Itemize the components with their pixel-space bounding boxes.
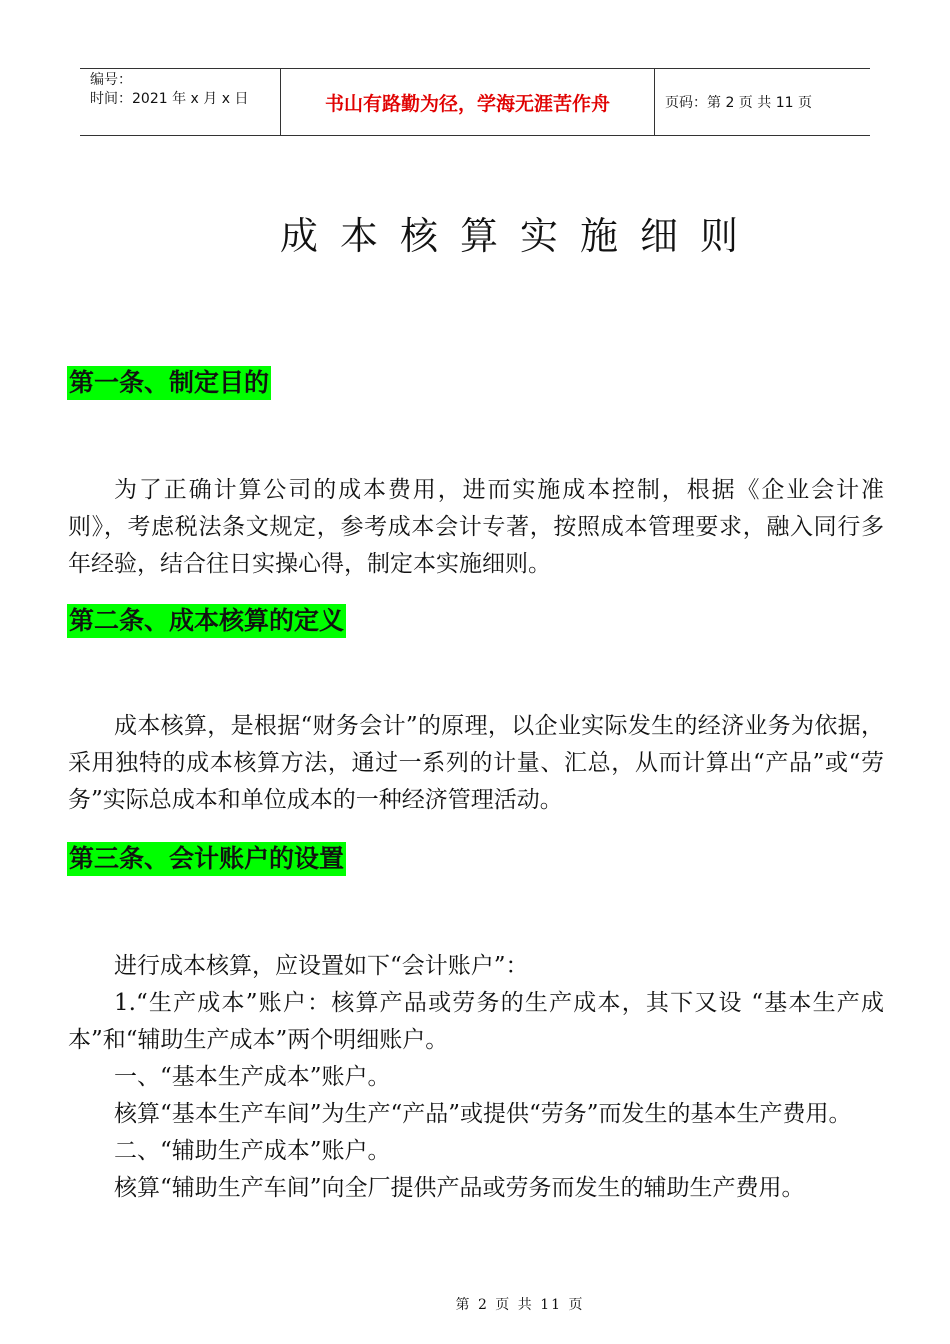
page-footer: 第 2 页 共 11 页: [455, 1297, 585, 1313]
paragraph: 成本核算，是根据“财务会计”的原理，以企业实际发生的经济业务为依据，采用独特的成本核算方法，通过一系列的计量、汇总，从而计算出“产品”或“劳务”实际总成本和单位成本的一种经济管理活动。: [68, 713, 884, 813]
paragraph: 一、“基本生产成本”账户。: [114, 1064, 391, 1090]
paragraph: 核算“辅助生产车间”向全厂提供产品或劳务而发生的辅助生产费用。: [114, 1175, 805, 1201]
section-2-body: [68, 708, 884, 819]
paragraph: 核算“基本生产车间”为生产“产品”或提供“劳务”而发生的基本生产费用。: [114, 1101, 852, 1127]
section-heading-1: 第一条、制定目的: [67, 366, 271, 400]
header-page-info: 页码：第 2 页 共 11 页: [665, 95, 812, 111]
paragraph: 二、“辅助生产成本”账户。: [114, 1138, 391, 1164]
number-label: 编号：: [90, 72, 132, 88]
header-meta: [80, 69, 281, 135]
section-3-body: [68, 948, 884, 1207]
section-heading-2: 第二条、成本核算的定义: [67, 604, 346, 638]
paragraph: 1.“生产成本”账户：核算产品或劳务的生产成本，其下又设 “基本生产成本”和“辅助生产成本”两个明细账户。: [68, 990, 884, 1053]
header-table: [80, 68, 870, 136]
section-1-body: [68, 472, 884, 583]
paragraph: 为了正确计算公司的成本费用，进而实施成本控制，根据《企业会计准则》，考虑税法条文规定，参考成本会计专著，按照成本管理要求，融入同行多年经验，结合往日实操心得，制定本实施细则。: [68, 477, 884, 577]
header-motto: 书山有路勤为径，学海无涯苦作舟: [281, 69, 655, 135]
section-heading-3: 第三条、会计账户的设置: [67, 842, 346, 876]
time-label: 时间：2021 年 x 月 x 日: [90, 91, 249, 107]
document-title: 成本核算实施细则: [279, 214, 760, 258]
paragraph: 进行成本核算，应设置如下“会计账户”：: [114, 953, 529, 979]
